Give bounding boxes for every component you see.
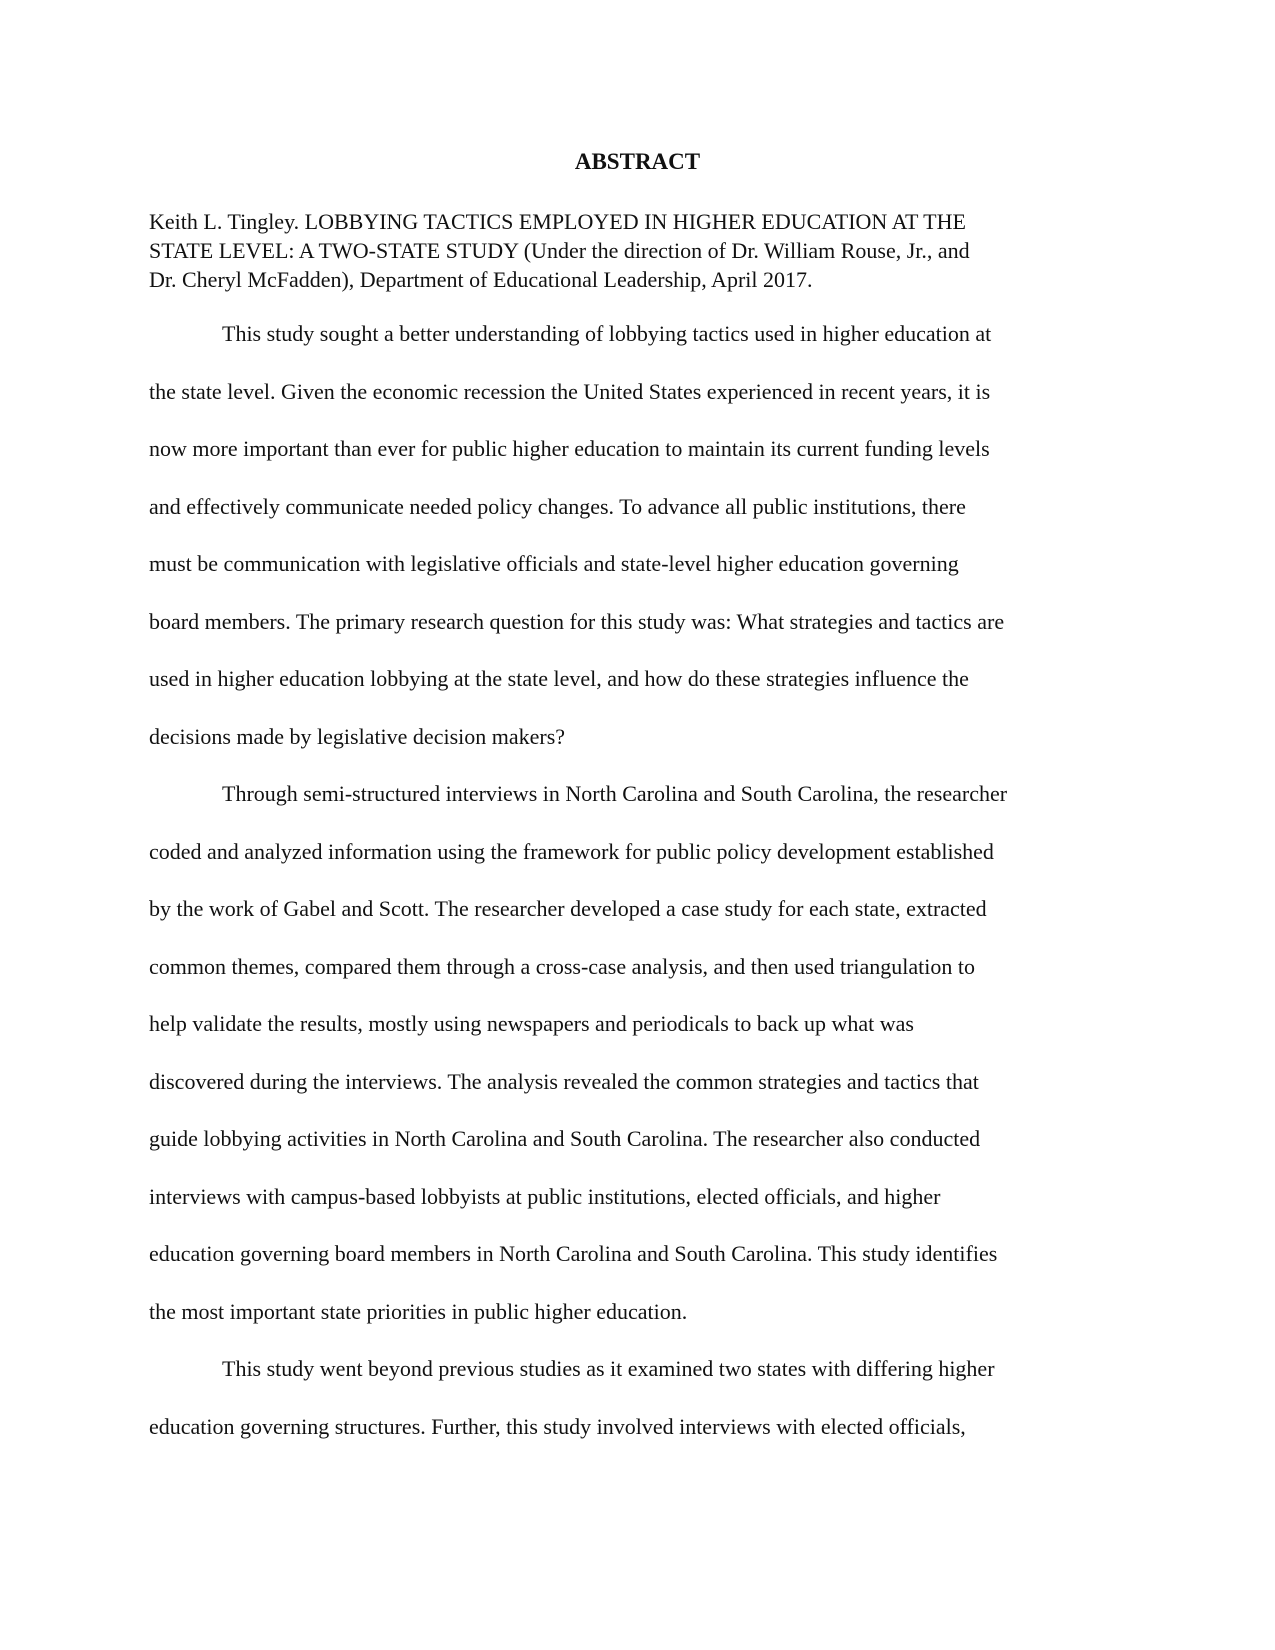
page-title: ABSTRACT — [574, 149, 701, 174]
body-line: common themes, compared them through a cross-case analysis, and then used triangulation to — [149, 953, 975, 979]
body-line: now more important than ever for public higher education to maintain its current funding levels — [149, 436, 990, 461]
body-line: used in higher education lobbying at the state level, and how do these strategies influence the — [149, 666, 969, 691]
body-line: discovered during the interviews. The analysis revealed the common strategies and tactics that — [149, 1068, 979, 1094]
body-line: decisions made by legislative decision makers? — [149, 723, 566, 749]
body-line: by the work of Gabel and Scott. The researcher developed a case study for each state, extracted — [149, 896, 987, 921]
body-line: This study went beyond previous studies as it examined two states with differing higher — [222, 1356, 995, 1381]
body-line: help validate the results, mostly using newspapers and periodicals to back up what was — [149, 1011, 914, 1036]
body-line: guide lobbying activities in North Carolina and South Carolina. The researcher also conducted — [149, 1126, 981, 1151]
body-line: education governing structures. Further, this study involved interviews with elected officials, — [149, 1413, 966, 1439]
body-line: This study sought a better understanding of lobbying tactics used in higher education at — [222, 321, 992, 346]
body-line: must be communication with legislative officials and state-level higher education governing — [149, 551, 959, 576]
citation-line: Keith L. Tingley. LOBBYING TACTICS EMPLOYED IN HIGHER EDUCATION AT THE — [149, 209, 966, 234]
citation-line: Dr. Cheryl McFadden), Department of Educational Leadership, April 2017. — [149, 267, 813, 292]
citation-block — [149, 207, 1129, 294]
body-line: coded and analyzed information using the framework for public policy development established — [149, 838, 994, 864]
body-line: and effectively communicate needed policy changes. To advance all public institutions, there — [149, 493, 966, 519]
body-line: the most important state priorities in public higher education. — [149, 1298, 688, 1324]
body-line: the state level. Given the economic recession the United States experienced in recent years, it is — [149, 378, 991, 404]
body-line: education governing board members in North Carolina and South Carolina. This study identifies — [149, 1241, 998, 1266]
citation-line: STATE LEVEL: A TWO-STATE STUDY (Under the direction of Dr. William Rouse, Jr., and — [149, 238, 970, 263]
abstract-body — [149, 319, 1129, 1469]
body-line: interviews with campus-based lobbyists at public institutions, elected officials, and higher — [149, 1183, 941, 1209]
body-line: Through semi-structured interviews in North Carolina and South Carolina, the researcher — [222, 781, 1008, 806]
body-line: board members. The primary research question for this study was: What strategies and tactics are — [149, 608, 1005, 634]
